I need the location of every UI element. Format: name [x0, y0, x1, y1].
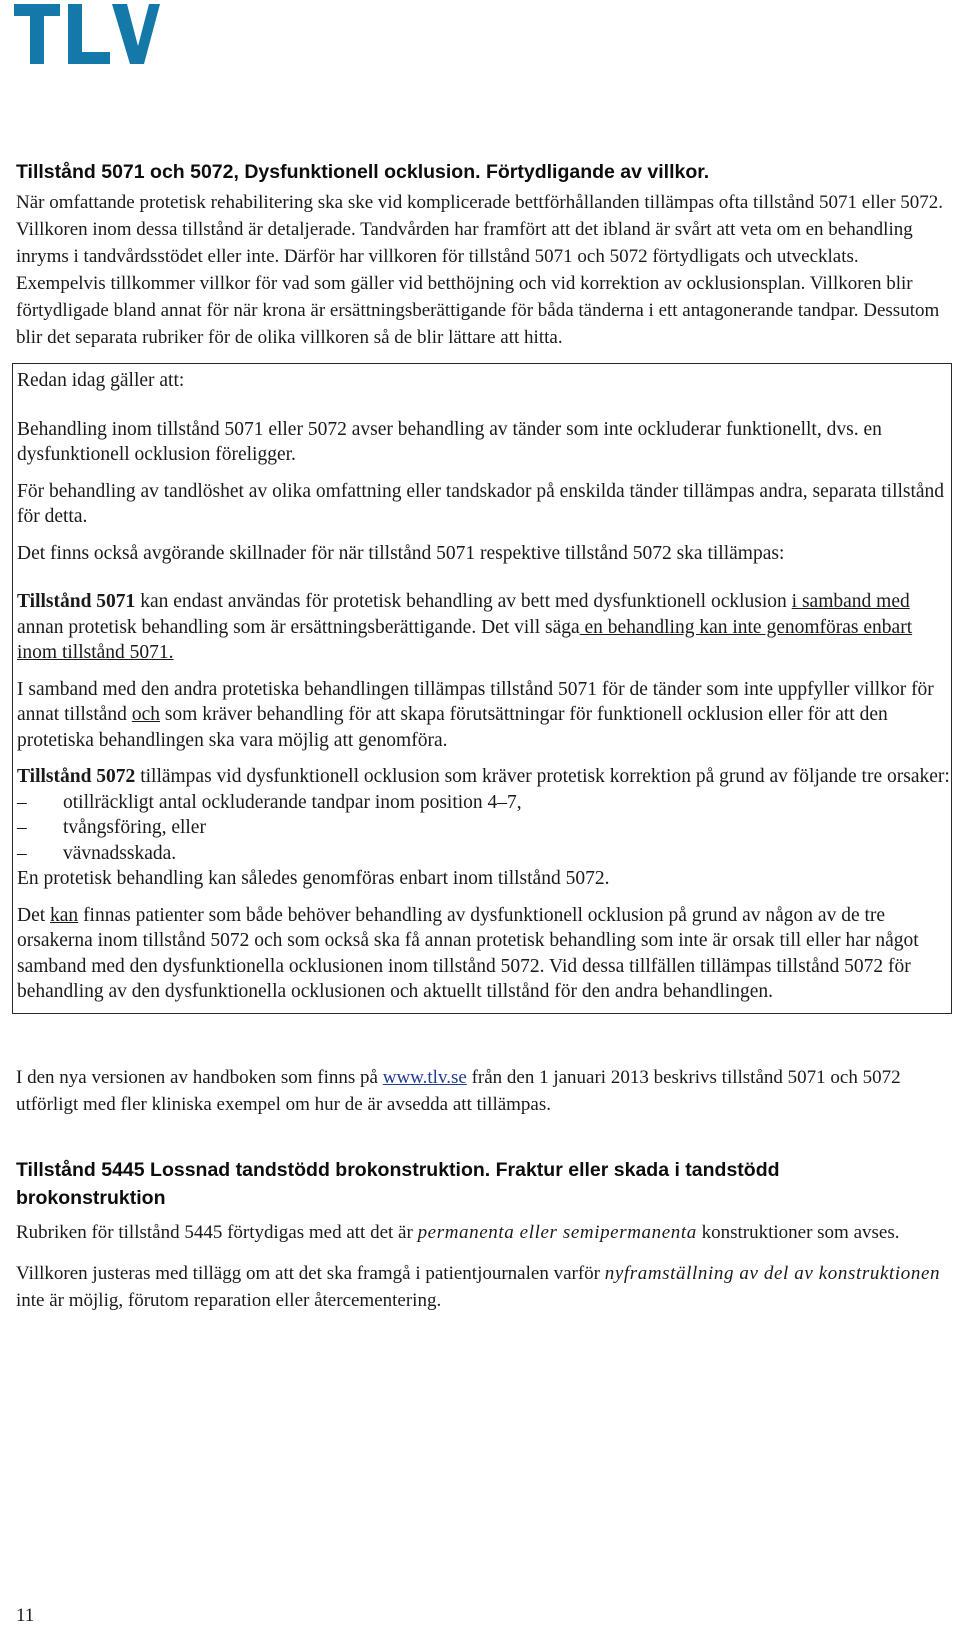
term-5072: Tillstånd 5072: [17, 766, 136, 787]
text-5072-a: tillämpas vid dysfunktionell ocklusion som kräver protetisk korrektion på grund av följande tre orsaker:: [135, 766, 950, 787]
handbook-text-a: I den nya versionen av handboken som finns på: [16, 1066, 383, 1088]
section-heading-5071-5072: Tillstånd 5071 och 5072, Dysfunktionell ocklusion. Förtydligande av villkor.: [16, 161, 710, 183]
section-heading-5445: Tillstånd 5445 Lossnad tandstödd brokonstruktion. Fraktur eller skada i tandstödd brokonstruktion: [16, 1158, 780, 1209]
section-5445-paragraph-1: [16, 1219, 948, 1246]
section-5445-body: [16, 1219, 948, 1314]
box-paragraph-5072-end: En protetisk behandling kan således genomföras enbart inom tillstånd 5072.: [17, 868, 610, 889]
list-item-text: otillräckligt antal ockluderande tandpar inom position 4–7,: [63, 791, 522, 813]
underlined-kan: kan: [50, 904, 79, 926]
italic-nyframstallning: nyframställning av del av konstruktionen: [604, 1262, 941, 1284]
box-lead: Redan idag gäller att:: [17, 370, 185, 391]
page-number: 11: [16, 1605, 35, 1626]
sec2-p1-b: konstruktioner som avses.: [696, 1221, 900, 1243]
text-5071-b: annan protetisk behandling som är ersättningsberättigande. Det vill säga: [17, 616, 580, 638]
list-item-text: tvångsföring, eller: [63, 817, 206, 838]
text-kan-b: finnas patienter som både behöver behandling av dysfunktionell ocklusion på grund av någon av de tre orsakerna inom tillstånd 5072 och som också ska få annan protetisk behandling som inte är orsak till eller har något samband med den dysfunktionella ocklusionen inom tillstånd 5072. Vid dessa tillfällen tillämpas tillstånd 5072 för behandling av den dysfunktionella ocklusionen och aktuellt tillstånd för den andra behandlingen.: [17, 904, 919, 1002]
text-samband-a: I samband med den andra protetiska behandlingen tillämpas tillstånd 5071 för de tänder som inte uppfyller villkor för annat tillstånd: [17, 678, 934, 725]
box-paragraph-samband: [17, 677, 951, 754]
dash-bullet: –: [17, 791, 27, 813]
box-paragraph-5072: [17, 764, 951, 790]
text-samband-b: som kräver behandling för att skapa förutsättningar för funktionell ocklusion eller för att den protetiska behandlingen ska vara möjlig att genomföra.: [17, 704, 888, 751]
box-paragraph-5071: [17, 589, 951, 666]
cause-list: [17, 790, 951, 867]
info-box: [12, 363, 952, 1014]
underlined-i-samband-med: i samband med: [791, 591, 910, 612]
handbook-text-b: från den 1 januari 2013 beskrivs tillstånd 5071 och 5072 utförligt med fler kliniska exempel om hur de är avsedda att tillämpas.: [16, 1066, 901, 1115]
box-paragraph-2: För behandling av tandlöshet av olika omfattning eller tandskador på enskilda tänder tillämpas andra, separata tillstånd för detta.: [17, 480, 945, 527]
italic-permanenta: permanenta eller semipermanenta: [417, 1221, 697, 1243]
sec2-p2-a: Villkoren justeras med tillägg om att det ska framgå i patientjournalen varför: [16, 1262, 605, 1284]
logo-letter-t: [14, 4, 60, 64]
list-item-text: vävnadsskada.: [63, 842, 177, 864]
list-item: [17, 790, 951, 816]
dash-bullet: –: [17, 842, 27, 864]
box-paragraph-kan: [17, 903, 951, 1005]
text-kan-a: Det: [17, 904, 51, 926]
handbook-paragraph: [16, 1064, 948, 1118]
list-item: [17, 841, 951, 867]
sec2-p1-a: Rubriken för tillstånd 5445 förtydigas med att det är: [16, 1221, 418, 1243]
tlv-link[interactable]: www.tlv.se: [382, 1066, 467, 1088]
section-5445-paragraph-2: [16, 1260, 948, 1314]
underlined-och: och: [131, 704, 160, 725]
document-page: [16, 158, 948, 1314]
box-paragraph-1: Behandling inom tillstånd 5071 eller 5072 avser behandling av tänder som inte ockluderar funktionellt, dvs. en dysfunktionell ocklusion föreligger.: [17, 418, 882, 465]
dash-bullet: –: [17, 817, 27, 838]
box-paragraph-3: Det finns också avgörande skillnader för när tillstånd 5071 respektive tillstånd 5072 ska tillämpas:: [17, 542, 785, 564]
tlv-logo: [14, 2, 160, 66]
term-5071: Tillstånd 5071: [17, 591, 136, 612]
sec2-p2-b: inte är möjlig, förutom reparation eller återcementering.: [16, 1289, 442, 1311]
logo-letter-l: [68, 4, 110, 64]
underlined-enbart-5071: en behandling kan inte genomföras enbart inom tillstånd 5071.: [17, 616, 913, 663]
intro-paragraph: När omfattande protetisk rehabilitering ska ske vid komplicerade bettförhållanden tillämpas ofta tillstånd 5071 eller 5072. Villkoren inom dessa tillstånd är detaljerade. Tandvården har framfört att det ibland är svårt att veta om en behandling inryms i tandvårdsstödet eller inte. Därför har villkoren för tillstånd 5071 och 5072 förtydligats och utvecklats. Exempelvis tillkommer villkor för vad som gäller vid betthöjning och vid korrektion av ocklusionsplan. Villkoren blir förtydligade bland annat för när krona är ersättningsberättigande för båda tänderna i ett antagonerande tandpar. Dessutom blir det separata rubriker för de olika villkoren så de blir lättare att hitta.: [16, 192, 944, 348]
text-5071-a: kan endast användas för protetisk behandling av bett med dysfunktionell ocklusion: [135, 591, 792, 612]
list-item: [17, 815, 951, 841]
logo-letter-v: [112, 4, 160, 64]
